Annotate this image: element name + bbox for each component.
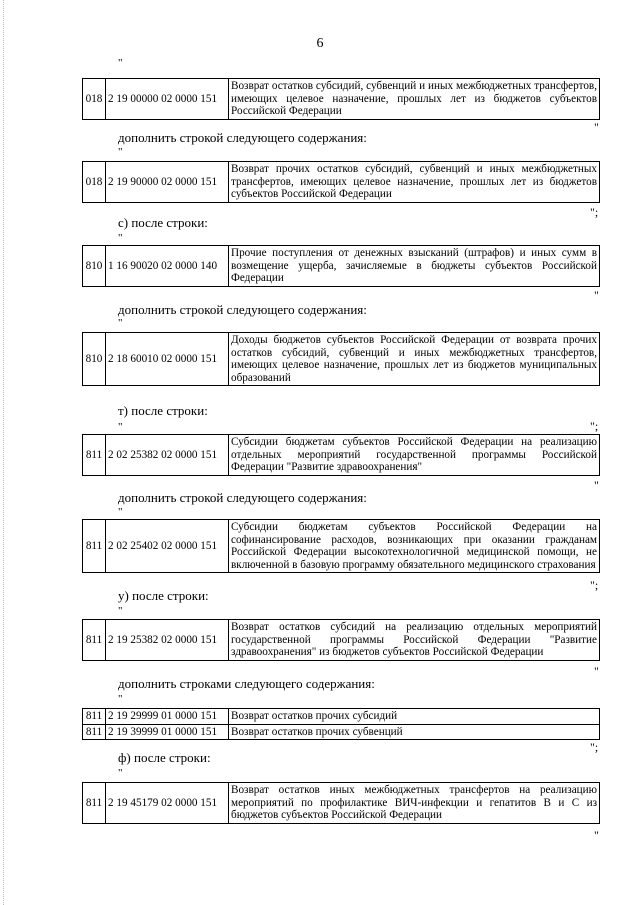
- kbk-code-cell: 2 19 29999 01 0000 151: [106, 709, 229, 725]
- instruction-text: дополнить строками следующего содержания:: [118, 676, 375, 691]
- table-row: [83, 333, 600, 386]
- description-cell: Возврат остатков иных межбюджетных трансфертов на реализацию мероприятий по профилактике ВИЧ-инфекции и гепатитов В и С из бюджетов субъектов Российской Федерации: [229, 783, 600, 824]
- instruction-text: т) после строки:: [118, 403, 208, 418]
- instruction-text: ф) после строки:: [118, 750, 211, 765]
- kbk-code-cell: 2 02 25402 02 0000 151: [106, 520, 229, 573]
- admin-code-cell: 811: [83, 724, 106, 740]
- budget-table-4: [82, 332, 600, 386]
- budget-table-2: [82, 161, 600, 203]
- admin-code-cell: 811: [83, 520, 106, 573]
- table-row: [83, 620, 600, 661]
- description-cell: Возврат прочих остатков субсидий, субвенций и иных межбюджетных трансфертов, имеющих целевое назначение, прошлых лет из бюджетов субъектов Российской Федерации: [229, 162, 600, 203]
- instruction-text: дополнить строкой следующего содержания:: [118, 130, 367, 145]
- closing-quote-semicolon: ";: [590, 419, 599, 433]
- budget-table-3: [82, 245, 600, 287]
- description-cell: Субсидии бюджетам субъектов Российской Федерации на реализацию отдельных мероприятий государственной программы Российской Федерации "Развитие здравоохранения": [229, 435, 600, 476]
- admin-code-cell: 018: [83, 79, 106, 120]
- instruction-text: с) после строки:: [118, 215, 208, 230]
- kbk-code-cell: 1 16 90020 02 0000 140: [106, 246, 229, 287]
- table-row: [83, 162, 600, 203]
- closing-quote: ": [594, 664, 599, 678]
- closing-quote-semicolon: ";: [590, 578, 599, 592]
- kbk-code-cell: 2 19 25382 02 0000 151: [106, 620, 229, 661]
- description-cell: Возврат остатков субсидий, субвенций и иных межбюджетных трансфертов, имеющих целевое назначение, прошлых лет из бюджетов субъектов Российской Федерации: [229, 79, 600, 120]
- kbk-code-cell: 2 19 39999 01 0000 151: [106, 724, 229, 740]
- description-cell: Возврат остатков прочих субсидий: [229, 709, 600, 725]
- admin-code-cell: 811: [83, 435, 106, 476]
- admin-code-cell: 810: [83, 333, 106, 386]
- description-cell: Доходы бюджетов субъектов Российской Федерации от возврата прочих остатков субсидий, субвенций и иных межбюджетных трансфертов, имеющих целевое назначение, прошлых лет из бюджетов муниципальных образований: [229, 333, 600, 386]
- instruction-text: у) после строки:: [118, 588, 209, 603]
- closing-quote: ": [594, 478, 599, 492]
- opening-quote: ": [118, 693, 123, 705]
- description-cell: Субсидии бюджетам субъектов Российской Федерации на софинансирование расходов, возникающих при оказании гражданам Российской Федерации высокотехнологичной медицинской помощи, не включенной в базовую программу обязательного медицинского страхования: [229, 520, 600, 573]
- table-row: [83, 520, 600, 573]
- opening-quote: ": [118, 421, 123, 433]
- description-cell: Возврат остатков прочих субвенций: [229, 724, 600, 740]
- closing-quote: ": [594, 288, 599, 302]
- budget-table-1: [82, 78, 600, 120]
- closing-quote: ": [594, 120, 599, 134]
- kbk-code-cell: 2 18 60010 02 0000 151: [106, 333, 229, 386]
- table-row: [83, 246, 600, 287]
- table-row: [83, 724, 600, 740]
- table-row: [83, 79, 600, 120]
- kbk-code-cell: 2 19 45179 02 0000 151: [106, 783, 229, 824]
- admin-code-cell: 018: [83, 162, 106, 203]
- instruction-text: дополнить строкой следующего содержания:: [118, 490, 367, 505]
- binding-margin: [3, 0, 6, 905]
- closing-quote-semicolon: ";: [590, 205, 599, 219]
- opening-quote: ": [118, 506, 123, 518]
- budget-table-7: [82, 619, 600, 661]
- opening-quote: ": [118, 317, 123, 329]
- budget-table-9: [82, 782, 600, 824]
- kbk-code-cell: 2 19 90000 02 0000 151: [106, 162, 229, 203]
- opening-quote: ": [118, 146, 123, 158]
- budget-table-5: [82, 434, 600, 476]
- budget-table-6: [82, 519, 600, 573]
- budget-table-8: [82, 708, 600, 740]
- admin-code-cell: 811: [83, 709, 106, 725]
- description-cell: Прочие поступления от денежных взысканий (штрафов) и иных сумм в возмещение ущерба, зачисляемые в бюджеты субъектов Российской Федерации: [229, 246, 600, 287]
- closing-quote: ": [594, 828, 599, 842]
- opening-quote: ": [118, 605, 123, 617]
- description-cell: Возврат остатков субсидий на реализацию отдельных мероприятий государственной программы Российской Федерации "Развитие здравоохранения" из бюджетов субъектов Российской Федерации: [229, 620, 600, 661]
- kbk-code-cell: 2 19 00000 02 0000 151: [106, 79, 229, 120]
- opening-quote: ": [118, 232, 123, 244]
- admin-code-cell: 811: [83, 620, 106, 661]
- table-row: [83, 783, 600, 824]
- opening-quote: ": [118, 57, 123, 69]
- table-row: [83, 435, 600, 476]
- instruction-text: дополнить строкой следующего содержания:: [118, 302, 367, 317]
- kbk-code-cell: 2 02 25382 02 0000 151: [106, 435, 229, 476]
- opening-quote: ": [118, 767, 123, 779]
- admin-code-cell: 810: [83, 246, 106, 287]
- closing-quote-semicolon: ";: [590, 740, 599, 754]
- admin-code-cell: 811: [83, 783, 106, 824]
- page-number: 6: [316, 36, 324, 51]
- table-row: [83, 709, 600, 725]
